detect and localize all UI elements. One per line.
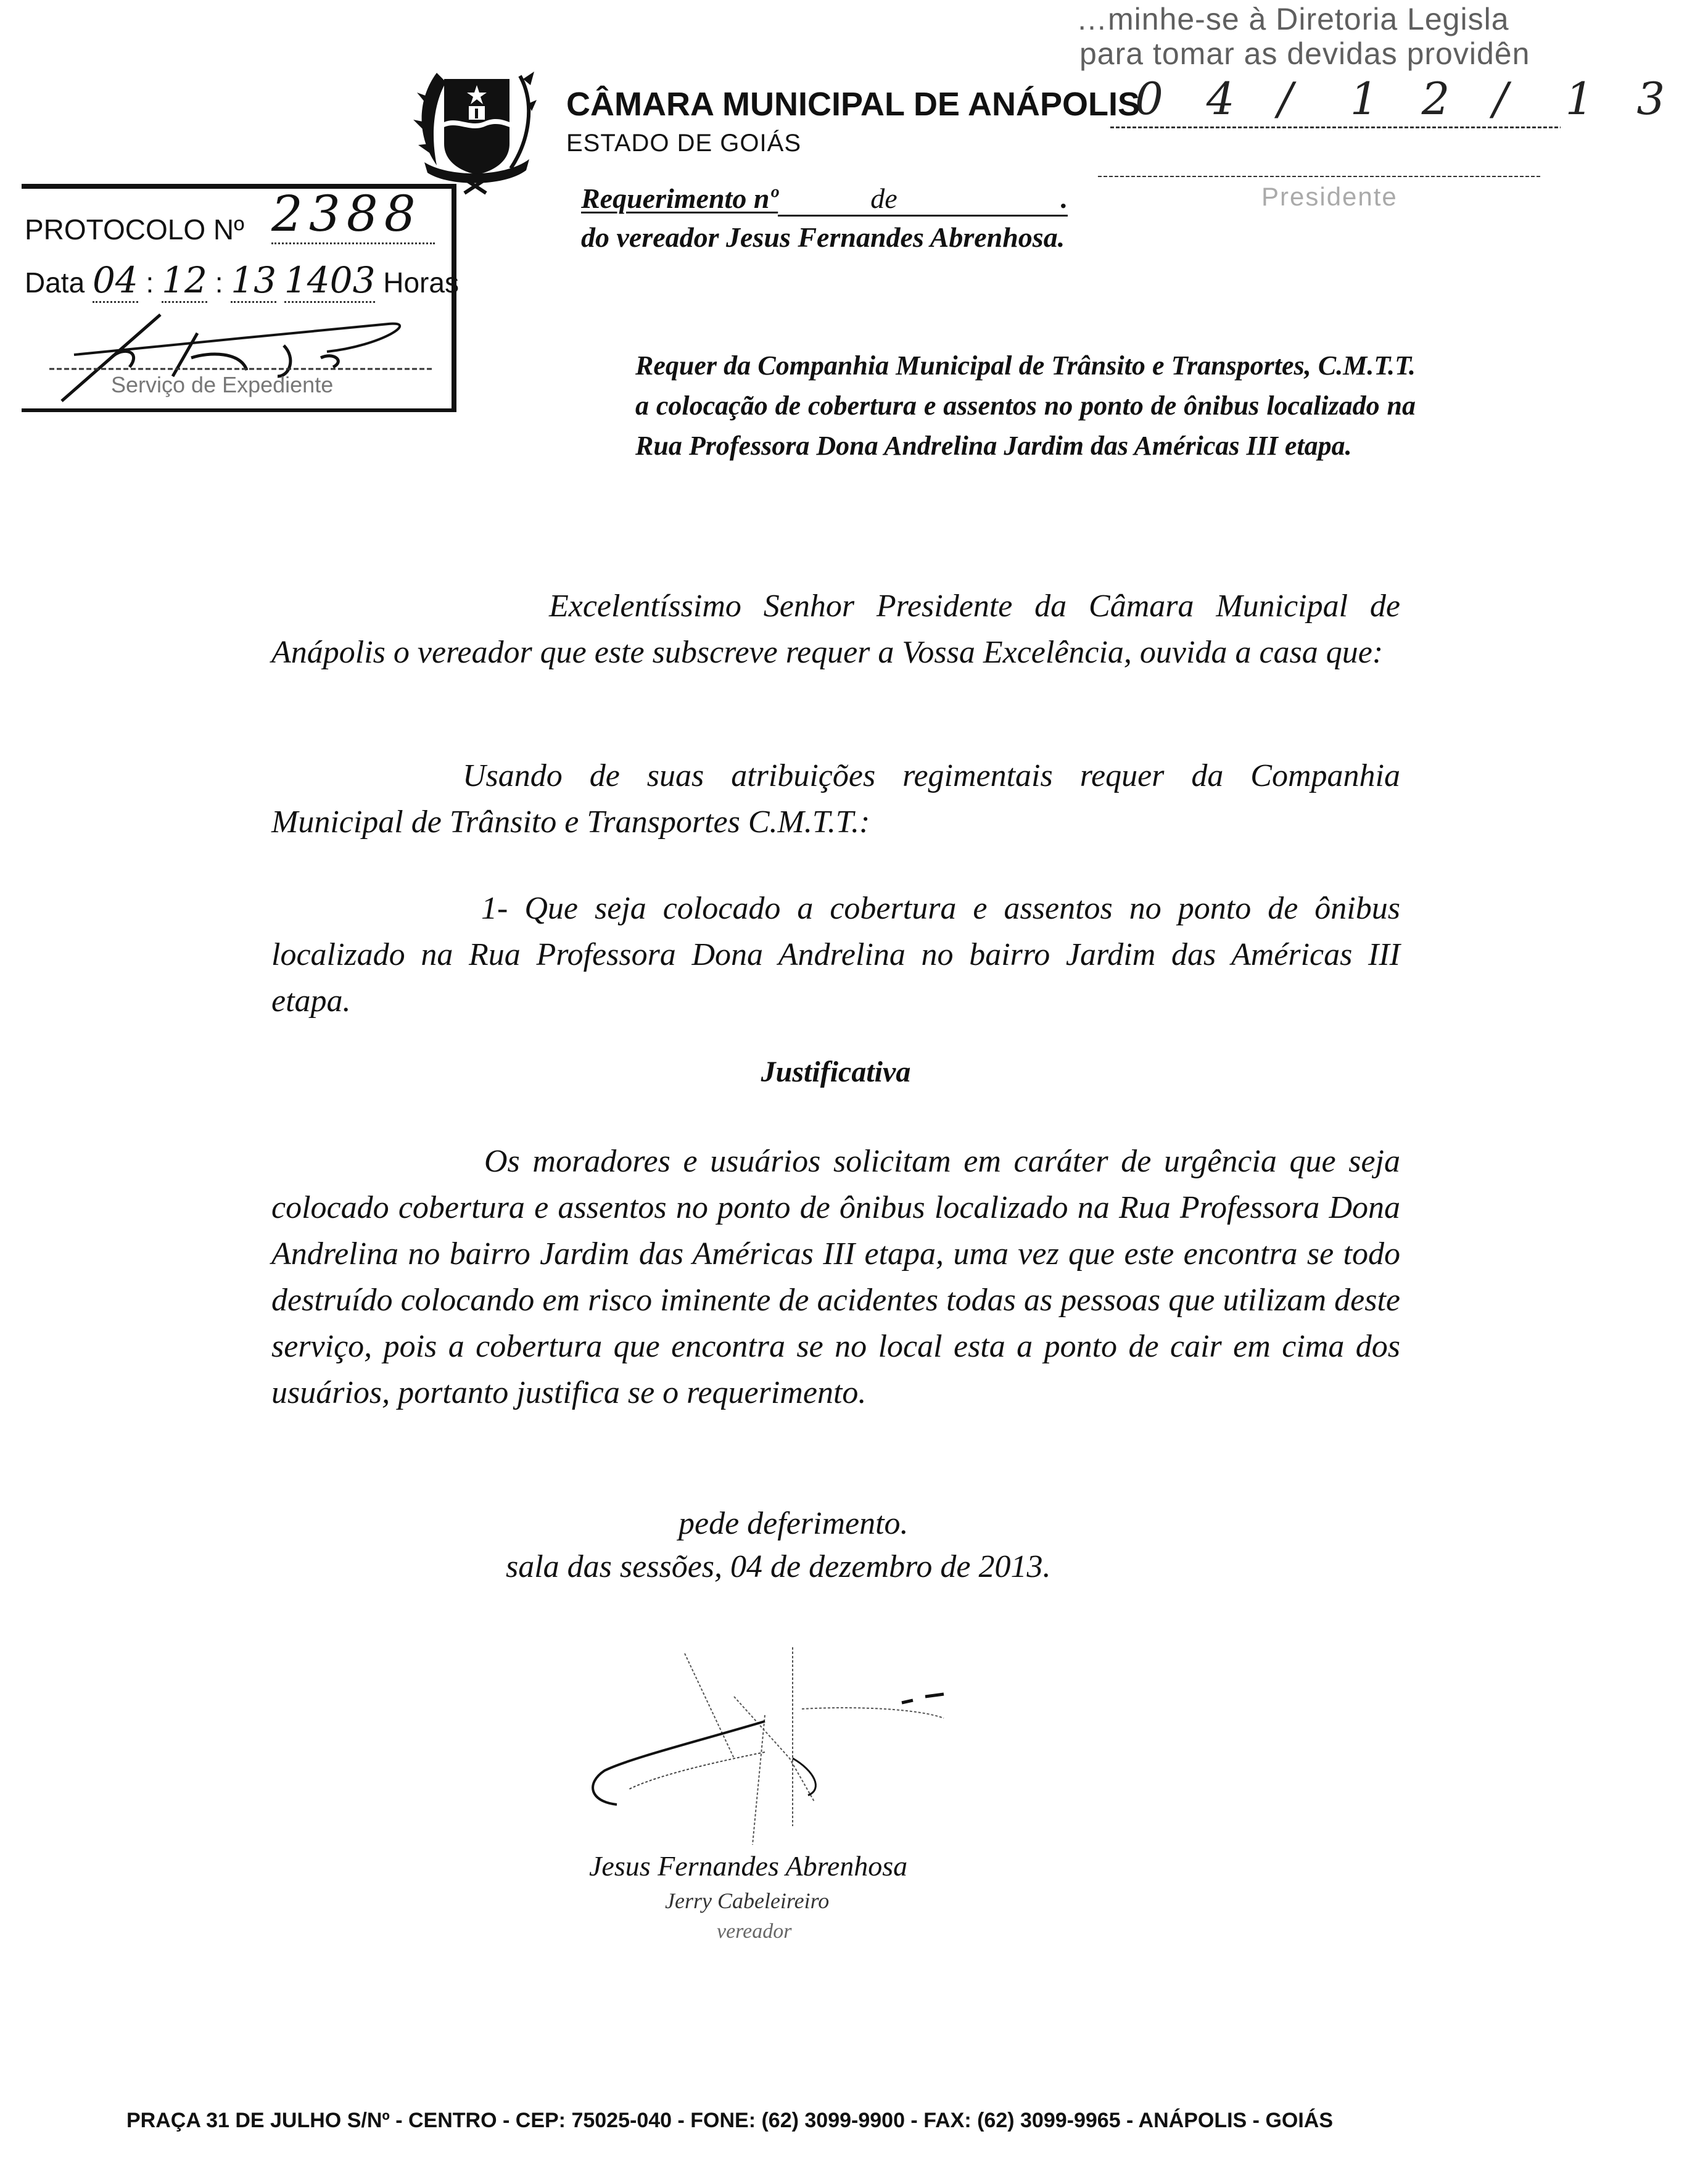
protocol-department-label: Serviço de Expediente: [111, 372, 334, 397]
closing-request: pede deferimento.: [679, 1506, 909, 1541]
dispatch-date-year: 13: [1565, 73, 1708, 125]
protocol-date-label: Data: [25, 267, 85, 299]
dispatch-date-month: 12: [1350, 73, 1493, 125]
dispatch-date-handwritten: 04/ 12/ 13: [1135, 73, 1708, 125]
intro-paragraph: Usando de suas atribuições regimentais requer da Companhia Municipal de Trânsito e Transportes C.M.T.T.:: [271, 758, 1400, 840]
protocol-time: 1403: [284, 259, 376, 303]
protocol-date-year: 13: [231, 259, 276, 303]
request-date-blank: .: [926, 182, 1068, 217]
dispatch-stamp-line-1: …minhe-se à Diretoria Legisla: [1076, 2, 1509, 36]
dispatch-signature-label: Presidente: [1261, 182, 1398, 211]
dispatch-date-line: [1110, 126, 1561, 128]
signatory-nickname: Jerry Cabeleireiro: [665, 1888, 830, 1913]
protocol-date-row: Data 04 : 12 : 13 1403 Horas: [25, 259, 459, 301]
protocol-number-handwritten: 2388: [271, 185, 435, 244]
request-item-1: 1- Que seja colocado a cobertura e assentos no ponto de ônibus localizado na Rua Professora Dona Andrelina no bairro Jardim das Américas III etapa.: [271, 891, 1400, 1019]
protocol-date-month: 12: [162, 259, 207, 303]
protocol-date-day: 04: [93, 259, 138, 303]
coat-of-arms-logo: [412, 60, 538, 193]
dispatch-stamp-line-2: para tomar as devidas providên: [1079, 36, 1530, 71]
footer-address: PRAÇA 31 DE JULHO S/Nº - CENTRO - CEP: 75025-040 - FONE: (62) 3099-9900 - FAX: (62) 3099-9965 - ANÁPOLIS - GOIÁS: [126, 2109, 1334, 2132]
protocol-hours-label: Horas: [383, 267, 459, 299]
closing-place-date: sala das sessões, 04 de dezembro de 2013.: [506, 1549, 1051, 1584]
request-number-blank: [778, 182, 870, 217]
author-signature: [580, 1641, 1012, 1845]
dispatch-date-day: 04: [1135, 73, 1278, 125]
justification-paragraph: Os moradores e usuários solicitam em caráter de urgência que seja colocado cobertura e assentos no ponto de ônibus localizado na Rua Professora Dona Andrelina no bairro Jardim das Américas III etapa, uma vez que este encontra se todo destruído colocando em risco iminente de acidentes todas as pessoas que utilizam deste serviço, pois a cobertura que encontra se no local esta a ponto de cair em cima dos usuários, portanto justifica se o requerimento.: [271, 1144, 1400, 1410]
signatory-role: vereador: [717, 1920, 792, 1943]
request-summary: Requer da Companhia Municipal de Trânsito e Transportes, C.M.T.T. a colocação de cobertura e assentos no ponto de ônibus localizado na Rua Professora Dona Andrelina Jardim das Américas III etapa.: [635, 350, 1416, 461]
request-number-line: [581, 182, 1068, 217]
institution-title: CÂMARA MUNICIPAL DE ANÁPOLIS: [566, 86, 1140, 123]
protocol-number-label: PROTOCOLO Nº: [25, 213, 244, 246]
request-author: do vereador Jesus Fernandes Abrenhosa.: [581, 221, 1065, 253]
author-signature-scribble-icon: [580, 1641, 1012, 1845]
salutation-paragraph: Excelentíssimo Senhor Presidente da Câmara Municipal de Anápolis o vereador que este subscreve requer a Vossa Excelência, ouvida a casa que:: [271, 589, 1400, 670]
justification-heading: Justificativa: [761, 1056, 911, 1088]
request-of-label: de: [870, 182, 926, 217]
dispatch-signature-line: [1098, 176, 1542, 177]
coat-of-arms-icon: [412, 60, 538, 193]
state-subtitle: ESTADO DE GOIÁS: [566, 130, 801, 157]
signatory-name: Jesus Fernandes Abrenhosa: [589, 1850, 908, 1882]
request-number-label: Requerimento nº: [581, 183, 778, 214]
